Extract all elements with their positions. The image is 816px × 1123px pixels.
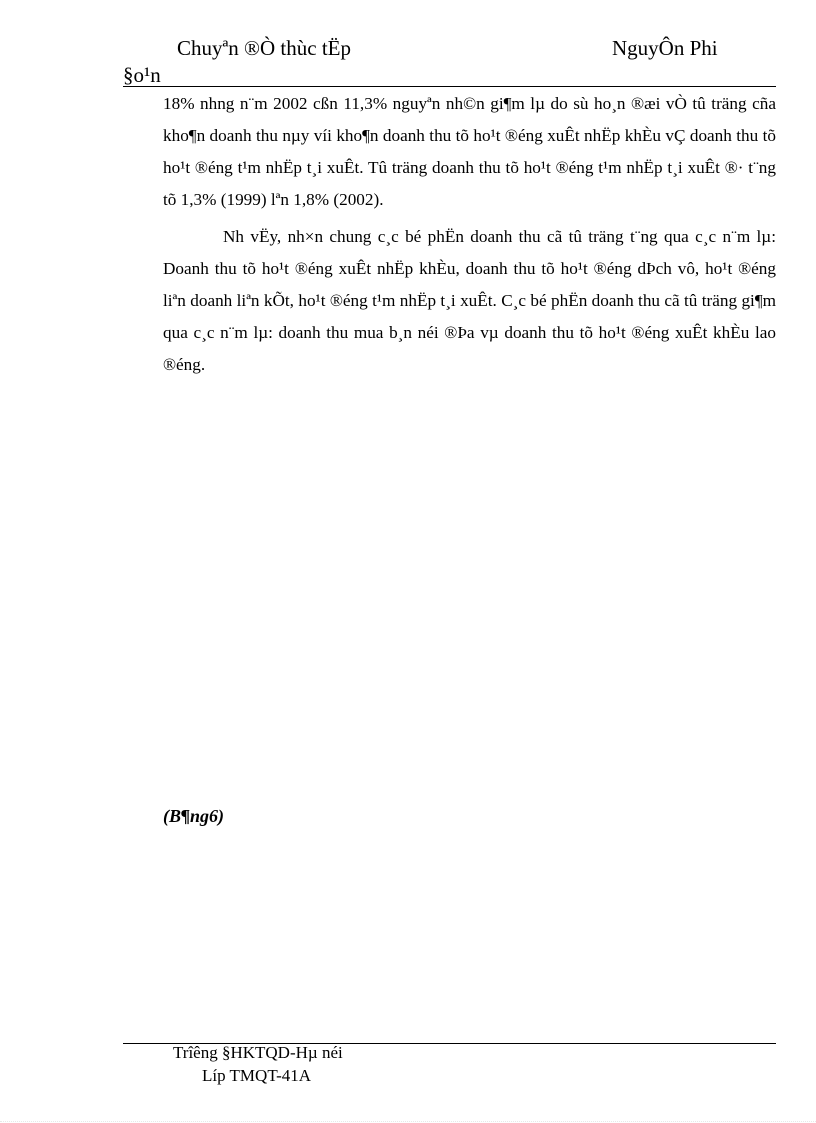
header-rule (123, 86, 776, 87)
table-caption: (B¶ng6) (163, 806, 225, 826)
header-author-continuation: §o¹n (123, 63, 161, 87)
footer-class: Líp TMQT-41A (202, 1066, 312, 1085)
page-edge-dots (0, 1121, 816, 1122)
header-title: Chuyªn ®Ò thùc tËp (177, 36, 351, 60)
body-text (163, 88, 776, 386)
paragraph: Nh vËy, nh×n chung c¸c bé phËn doanh thu cã tû träng t¨ng qua c¸c n¨m lµ: Doanh thu tõ ho¹t ®éng xuÊt nhËp khÈu, doanh thu tõ ho¹t ®éng dÞch vô, ho¹t ®éng liªn doanh liªn kÕt, ho¹t ®éng t¹m nhËp t¸i xuÊt. C¸c bé phËn doanh thu cã tû träng gi¶m qua c¸c n¨m lµ: doanh thu mua b¸n néi ®Þa vµ doanh thu tõ ho¹t ®éng xuÊt khÈu lao ®éng. (163, 227, 776, 374)
paragraph: 18% nhng n¨m 2002 cßn 11,3% nguyªn nh©n gi¶m lµ do sù ho¸n ®æi vÒ tû träng cña kho¶n doanh thu nµy víi kho¶n doanh thu tõ ho¹t ®éng xuÊt nhËp khÈu vÇ doanh thu tõ ho¹t ®éng t¹m nhËp t¸i xuÊt. Tû träng doanh thu tõ ho¹t ®éng t¹m nhËp t¸i xuÊt ®· t¨ng tõ 1,3% (1999) lªn 1,8% (2002). (163, 94, 776, 209)
header-author: NguyÔn Phi (612, 36, 718, 60)
footer-school: Trîêng §HKTQD-Hµ néi (173, 1043, 343, 1062)
